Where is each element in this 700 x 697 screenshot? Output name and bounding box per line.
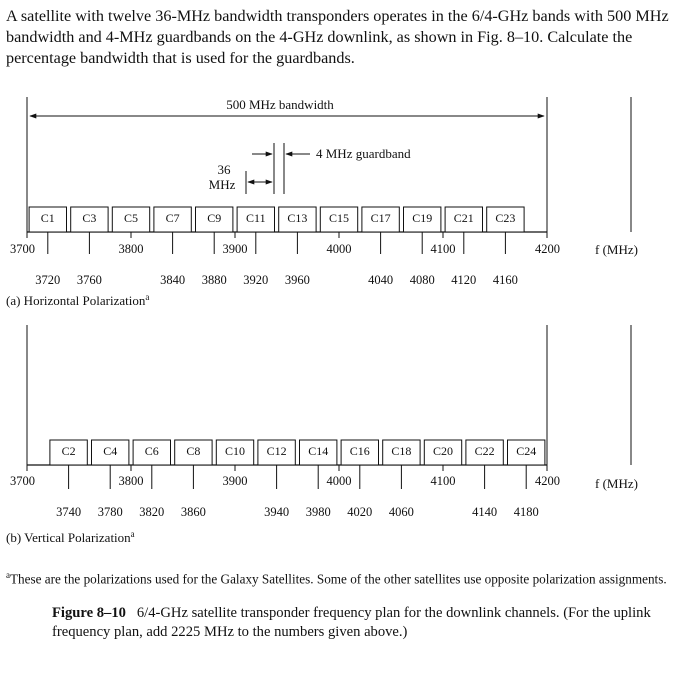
- channel-label-c6: C6: [144, 444, 159, 458]
- center-tick-label-3940: 3940: [264, 505, 290, 519]
- major-tick-label-3800: 3800: [118, 242, 144, 256]
- center-tick-label-4020: 4020: [347, 505, 373, 519]
- channel-label-c11: C11: [246, 211, 266, 225]
- channel-label-c2: C2: [61, 444, 76, 458]
- channel-label-c5: C5: [123, 211, 139, 225]
- channel-label-c15: C15: [328, 211, 350, 225]
- horizontal-title: [6, 292, 149, 308]
- channel-label-c7: C7: [165, 211, 180, 225]
- problem-statement: A satellite with twelve 36-MHz bandwidth transponders operates in the 6/4-GHz bands with 500 MHz bandwidth and 4-MHz guardbands on the 4-GHz downlink, as shown in Fig. 8–10. Calculate the percentage bandwidth that is used for the guardbands.: [6, 7, 669, 67]
- channel-label-c19: C19: [412, 211, 433, 225]
- major-tick-label-3900: 3900: [222, 474, 248, 488]
- footnote: [6, 567, 686, 587]
- channel-label-c12: C12: [266, 444, 287, 458]
- center-tick-label-4040: 4040: [368, 273, 394, 287]
- channel-label-c18: C18: [391, 444, 412, 458]
- center-tick-label-3740: 3740: [56, 505, 82, 519]
- axis-unit-label: f (MHz): [595, 242, 638, 257]
- center-tick-label-3920: 3920: [243, 273, 269, 287]
- major-tick-label-4100: 4100: [430, 474, 456, 488]
- center-tick-label-3960: 3960: [284, 273, 310, 287]
- major-tick-label-4100: 4100: [430, 242, 456, 256]
- center-tick-label-3880: 3880: [201, 273, 227, 287]
- center-tick-label-4080: 4080: [409, 273, 435, 287]
- center-tick-label-3780: 3780: [97, 505, 123, 519]
- bandwidth-label: 500 MHz bandwidth: [226, 97, 334, 112]
- major-tick-label-4200: 4200: [535, 242, 560, 256]
- channel-label-c3: C3: [82, 211, 97, 225]
- channel-label-c16: C16: [349, 444, 370, 458]
- channel-width-label-unit: MHz: [208, 177, 236, 192]
- center-tick-label-4140: 4140: [472, 505, 498, 519]
- center-tick-label-4160: 4160: [492, 273, 518, 287]
- figure-caption: [52, 604, 692, 642]
- channel-label-c9: C9: [207, 211, 222, 225]
- channel-label-c22: C22: [474, 444, 495, 458]
- channel-label-c4: C4: [103, 444, 118, 458]
- major-tick-label-4000: 4000: [326, 242, 352, 256]
- group-horizontal: [10, 207, 560, 287]
- center-tick-label-4180: 4180: [513, 505, 539, 519]
- axis-unit-label-vertical: f (MHz): [595, 476, 638, 491]
- footnote-marker: a: [6, 570, 10, 580]
- caption-label: Figure 8–10: [52, 605, 126, 621]
- channel-label-c21: C21: [453, 211, 474, 225]
- guardband-label: 4 MHz guardband: [316, 146, 411, 161]
- major-tick-label-3800: 3800: [118, 474, 144, 488]
- horizontal-title-sup: a: [145, 292, 150, 302]
- vertical-title-text: (b) Vertical Polarization: [6, 530, 131, 545]
- channel-label-c23: C23: [495, 211, 516, 225]
- center-tick-label-3980: 3980: [305, 505, 331, 519]
- channel-label-c20: C20: [432, 444, 454, 458]
- center-tick-label-3860: 3860: [180, 505, 206, 519]
- channel-label-c8: C8: [186, 444, 201, 458]
- center-tick-label-4120: 4120: [451, 273, 477, 287]
- major-tick-label-3700: 3700: [10, 474, 35, 488]
- channel-label-c14: C14: [308, 444, 329, 458]
- vertical-title: [6, 529, 135, 545]
- major-tick-label-4000: 4000: [326, 474, 352, 488]
- major-tick-label-3900: 3900: [222, 242, 248, 256]
- channel-label-c13: C13: [287, 211, 308, 225]
- channel-width-label-number: 36: [217, 162, 231, 177]
- horizontal-title-text: (a) Horizontal Polarization: [6, 293, 146, 308]
- channel-label-c24: C24: [516, 444, 537, 458]
- center-tick-label-3840: 3840: [160, 273, 186, 287]
- center-tick-label-3760: 3760: [76, 273, 102, 287]
- major-tick-label-3700: 3700: [10, 242, 35, 256]
- channel-label-c17: C17: [370, 211, 391, 225]
- channel-label-c1: C1: [40, 211, 55, 225]
- group-vertical: [10, 440, 560, 519]
- center-tick-label-3720: 3720: [35, 273, 61, 287]
- vertical-title-sup: a: [130, 529, 135, 539]
- footnote-text: These are the polarizations used for the Galaxy Satellites. Some of the other satellites use opposite polarization assignments.: [10, 571, 667, 587]
- major-tick-label-4200: 4200: [535, 474, 560, 488]
- channel-label-c10: C10: [224, 444, 246, 458]
- center-tick-label-4060: 4060: [388, 505, 414, 519]
- center-tick-label-3820: 3820: [139, 505, 165, 519]
- caption-text: 6/4-GHz satellite transponder frequency plan for the downlink channels. (For the uplink frequency plan, add 2225 MHz to the numbers given above.): [52, 605, 651, 640]
